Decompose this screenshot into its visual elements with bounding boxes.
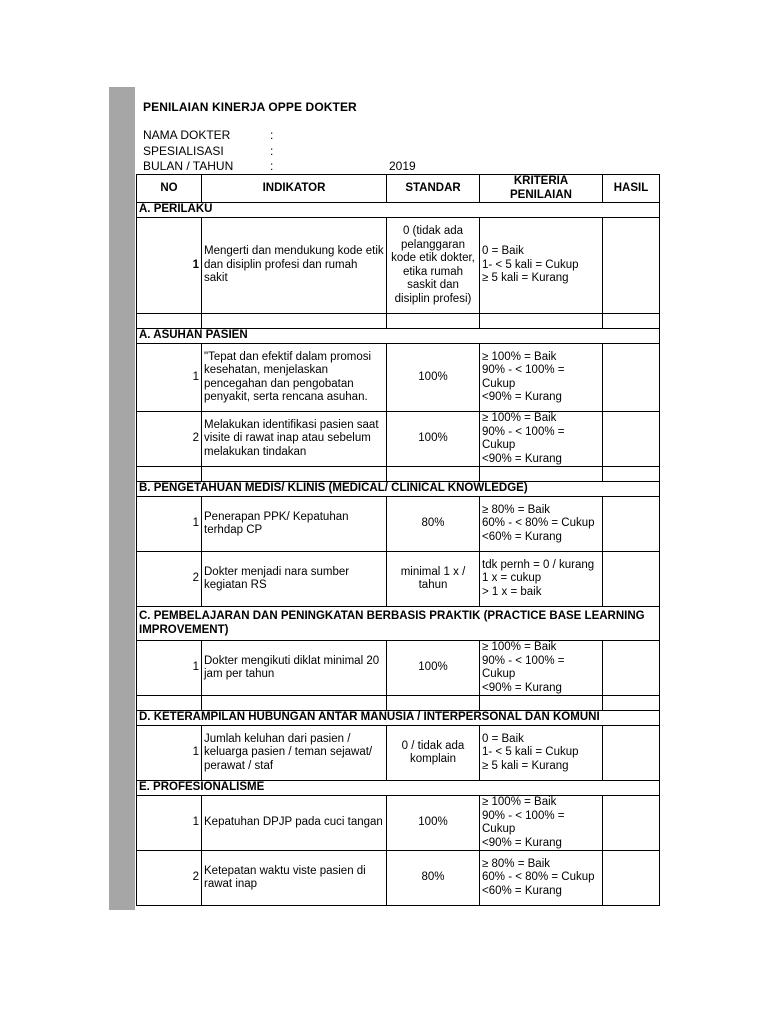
row-indikator: "Tepat dan efektif dalam promosi kesehatan, menjelaskan pencegahan dan pengobatan penyakit, serta rencana asuhan. <box>202 344 387 412</box>
spesialisasi-label: SPESIALISASI <box>143 144 224 158</box>
section-title: D. KETERAMPILAN HUBUNGAN ANTAR MANUSIA / INTERPERSONAL DAN KOMUNI <box>137 711 660 726</box>
row-kriteria: 0 = Baik 1- < 5 kali = Cukup ≥ 5 kali = Kurang <box>480 218 603 314</box>
row-kriteria: ≥ 80% = Baik 60% - < 80% = Cukup <60% = Kurang <box>480 851 603 906</box>
header-row <box>137 175 660 203</box>
row-no: 1 <box>137 497 202 552</box>
row-standar: 80% <box>387 851 480 906</box>
table-row <box>137 552 660 607</box>
row-no: 1 <box>137 218 202 314</box>
row-hasil[interactable] <box>603 218 660 314</box>
bulan-tahun-label: BULAN / TAHUN <box>143 159 234 173</box>
bulan-tahun-colon: : <box>270 159 274 173</box>
page-title: PENILAIAN KINERJA OPPE DOKTER <box>143 100 357 114</box>
section-title: B. PENGETAHUAN MEDIS/ KLINIS (MEDICAL/ CLINICAL KNOWLEDGE) <box>137 482 660 497</box>
table-row <box>137 726 660 781</box>
header-kriteria: KRITERIA PENILAIAN <box>480 175 603 203</box>
row-hasil[interactable] <box>603 552 660 607</box>
row-no: 1 <box>137 726 202 781</box>
section-title: E. PROFESIONALISME <box>137 781 660 796</box>
section-title: A. ASUHAN PASIEN <box>137 329 660 344</box>
row-kriteria: ≥ 100% = Baik 90% - < 100% = Cukup <90% = Kurang <box>480 641 603 696</box>
row-standar: 80% <box>387 497 480 552</box>
row-hasil[interactable] <box>603 796 660 851</box>
row-indikator: Dokter mengikuti diklat minimal 20 jam per tahun <box>202 641 387 696</box>
row-no: 2 <box>137 552 202 607</box>
table-row <box>137 497 660 552</box>
header-standar: STANDAR <box>387 175 480 203</box>
header-no: NO <box>137 175 202 203</box>
row-standar: 0 / tidak ada komplain <box>387 726 480 781</box>
section-row <box>137 781 660 796</box>
spacer-row <box>137 314 660 329</box>
nama-dokter-colon: : <box>270 128 274 142</box>
row-hasil[interactable] <box>603 497 660 552</box>
section-title: A. PERILAKU <box>137 203 660 218</box>
spesialisasi-colon: : <box>270 144 274 158</box>
table-row <box>137 641 660 696</box>
section-row <box>137 203 660 218</box>
row-kriteria: 0 = Baik 1- < 5 kali = Cukup ≥ 5 kali = Kurang <box>480 726 603 781</box>
section-title: C. PEMBELAJARAN DAN PENINGKATAN BERBASIS PRAKTIK (PRACTICE BASE LEARNING IMPROVEMENT) <box>137 607 660 641</box>
row-standar: 100% <box>387 796 480 851</box>
row-indikator: Penerapan PPK/ Kepatuhan terhdap CP <box>202 497 387 552</box>
row-header-gutter <box>109 87 135 910</box>
table-row <box>137 851 660 906</box>
row-hasil[interactable] <box>603 641 660 696</box>
nama-dokter-label: NAMA DOKTER <box>143 128 231 142</box>
row-indikator: Melakukan identifikasi pasien saat visite di rawat inap atau sebelum melakukan tindakan <box>202 412 387 467</box>
tahun-value: 2019 <box>389 159 416 173</box>
row-hasil[interactable] <box>603 344 660 412</box>
row-no: 1 <box>137 796 202 851</box>
row-hasil[interactable] <box>603 851 660 906</box>
row-standar: 100% <box>387 412 480 467</box>
header-hasil: HASIL <box>603 175 660 203</box>
row-no: 1 <box>137 344 202 412</box>
spacer-row <box>137 696 660 711</box>
row-indikator: Dokter menjadi nara sumber kegiatan RS <box>202 552 387 607</box>
row-kriteria: tdk pernh = 0 / kurang 1 x = cukup > 1 x = baik <box>480 552 603 607</box>
row-hasil[interactable] <box>603 726 660 781</box>
assessment-table <box>136 174 660 906</box>
table-row <box>137 344 660 412</box>
table-row <box>137 796 660 851</box>
header-indikator: INDIKATOR <box>202 175 387 203</box>
row-hasil[interactable] <box>603 412 660 467</box>
section-row <box>137 329 660 344</box>
row-indikator: Jumlah keluhan dari pasien / keluarga pasien / teman sejawat/ perawat / staf <box>202 726 387 781</box>
row-standar: minimal 1 x / tahun <box>387 552 480 607</box>
spacer-row <box>137 467 660 482</box>
row-kriteria: ≥ 80% = Baik 60% - < 80% = Cukup <60% = Kurang <box>480 497 603 552</box>
row-no: 2 <box>137 412 202 467</box>
row-kriteria: ≥ 100% = Baik 90% - < 100% = Cukup <90% = Kurang <box>480 344 603 412</box>
row-kriteria: ≥ 100% = Baik 90% - < 100% = Cukup <90% = Kurang <box>480 796 603 851</box>
row-standar: 100% <box>387 641 480 696</box>
table-row <box>137 218 660 314</box>
section-row <box>137 482 660 497</box>
row-no: 2 <box>137 851 202 906</box>
row-standar: 0 (tidak ada pelanggaran kode etik dokter, etika rumah saskit dan disiplin profesi) <box>387 218 480 314</box>
row-indikator: Mengerti dan mendukung kode etik dan disiplin profesi dan rumah sakit <box>202 218 387 314</box>
row-standar: 100% <box>387 344 480 412</box>
table-row <box>137 412 660 467</box>
row-kriteria: ≥ 100% = Baik 90% - < 100% = Cukup <90% = Kurang <box>480 412 603 467</box>
section-row <box>137 607 660 641</box>
section-row <box>137 711 660 726</box>
row-indikator: Ketepatan waktu viste pasien di rawat inap <box>202 851 387 906</box>
row-no: 1 <box>137 641 202 696</box>
row-indikator: Kepatuhan DPJP pada cuci tangan <box>202 796 387 851</box>
